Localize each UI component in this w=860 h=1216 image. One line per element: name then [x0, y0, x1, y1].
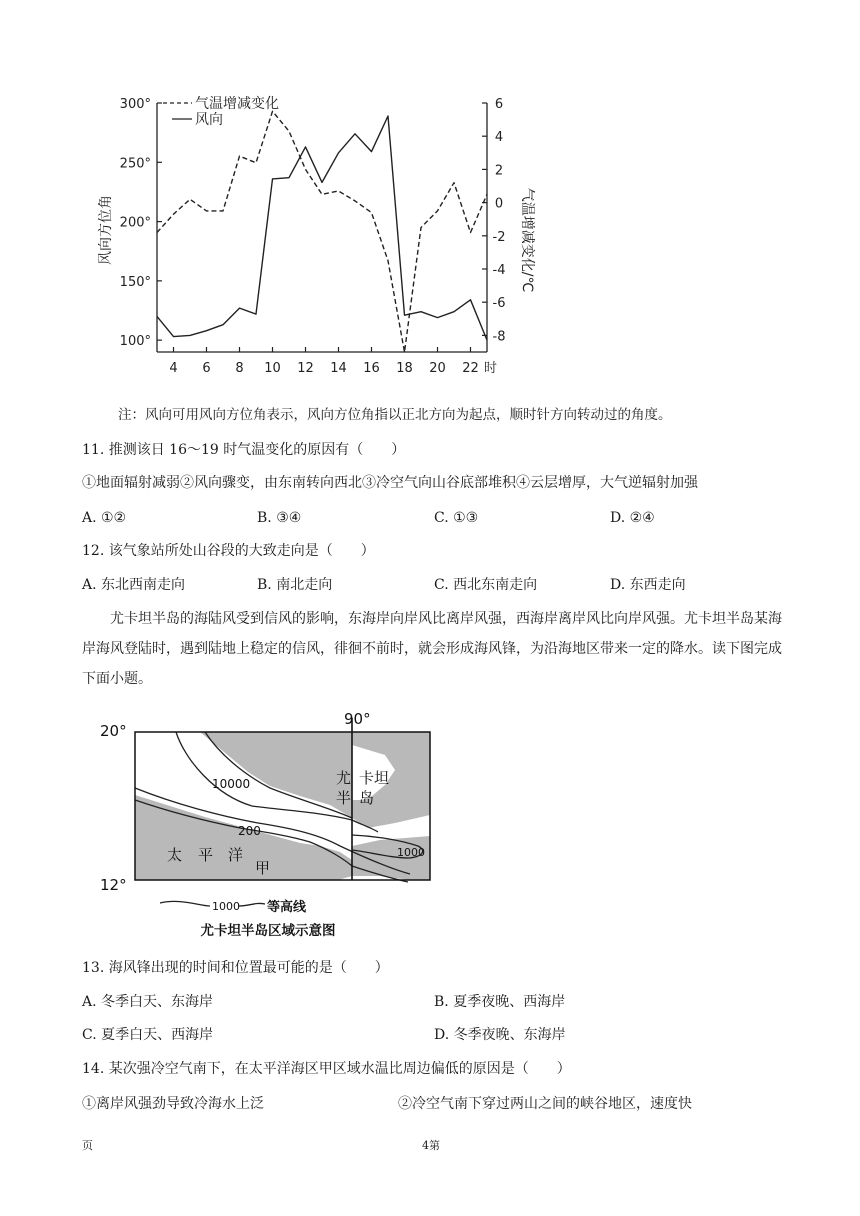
q14-item-1: ①离岸风强劲导致冷海水上泛 — [82, 1096, 264, 1112]
x-axis-tick-label: 16 — [363, 361, 380, 376]
right-axis-tick-label: 2 — [494, 163, 504, 179]
left-axis-tick-label: 300° — [119, 97, 151, 112]
yucatan-map — [0, 700, 860, 950]
peninsula-label-katan: 卡坦 — [359, 769, 390, 787]
contour-legend-line-left — [160, 901, 210, 906]
ocean-char-2: 平 — [198, 846, 214, 864]
q11-option-b[interactable]: B. ③④ — [257, 510, 302, 526]
x-axis-tick-label: 6 — [202, 361, 211, 376]
x-axis-tick-label: 10 — [264, 361, 281, 376]
left-axis-tick-label: 150° — [119, 274, 151, 290]
q11-option-d[interactable]: D. ②④ — [610, 510, 655, 526]
right-axis-tick-label: 6 — [494, 97, 504, 112]
q11-option-a[interactable]: A. ①② — [82, 510, 127, 526]
lat-12-label: 12° — [100, 876, 127, 894]
legend-temperature-label: 气温增减变化 — [195, 96, 279, 112]
left-axis-tick-label: 200° — [119, 215, 151, 231]
q14-item-2: ②冷空气南下穿过两山之间的峡谷地区，速度快 — [398, 1096, 692, 1112]
chart-axes — [120, 97, 506, 376]
q12-option-d[interactable]: D. 东西走向 — [610, 577, 686, 593]
q12-option-c[interactable]: C. 西北东南走向 — [434, 577, 538, 593]
contour-legend-value: 1000 — [212, 900, 240, 913]
right-axis-tick-label: -6 — [492, 296, 506, 312]
footer-left: 页 — [82, 1139, 93, 1152]
peninsula-label-ban: 半 — [336, 789, 352, 807]
q13-option-c[interactable]: C. 夏季白天、西海岸 — [82, 1027, 214, 1043]
q13-stem: 13. 海风锋出现的时间和位置最可能的是（ ） — [82, 960, 389, 976]
right-axis-tick-label: 0 — [494, 196, 504, 212]
map-caption: 尤卡坦半岛区域示意图 — [200, 923, 336, 939]
q14-stem: 14. 某次强冷空气南下，在太平洋海区甲区域水温比周边偏低的原因是（ ） — [82, 1061, 571, 1077]
left-axis-tick-label: 250° — [119, 156, 151, 172]
right-axis-tick-label: 4 — [494, 130, 504, 146]
left-axis-label: 风向方位角 — [98, 195, 114, 265]
q12-option-b[interactable]: B. 南北走向 — [257, 577, 333, 593]
right-axis-tick-label: -8 — [492, 329, 506, 345]
right-axis-label: 气温增减变化/℃ — [519, 187, 535, 293]
right-axis-tick-label: -2 — [492, 229, 506, 245]
x-axis-tick-label: 12 — [297, 361, 314, 376]
contour-label-200: 200 — [238, 824, 261, 838]
right-axis-tick-label: -4 — [492, 263, 506, 278]
peninsula-label-you: 尤 — [336, 769, 352, 787]
chart-legend — [163, 95, 279, 128]
contour-legend-text: 等高线 — [267, 900, 307, 915]
q13-option-d[interactable]: D. 冬季夜晚、东海岸 — [434, 1027, 566, 1043]
q13-option-b[interactable]: B. 夏季夜晚、西海岸 — [434, 994, 566, 1010]
x-axis-tick-label: 14 — [330, 361, 347, 376]
q11-stem: 11. 推测该日 16～19 时气温变化的原因有（ ） — [82, 442, 406, 458]
x-axis-tick-label: 18 — [396, 361, 413, 376]
q11-items: ①地面辐射减弱②风向骤变，由东南转向西北③冷空气向山谷底部堆积④云层增厚，大气逆辐射加强 — [82, 475, 698, 491]
temperature-change-series-line — [157, 111, 487, 352]
lat-20-label: 20° — [100, 722, 127, 740]
legend-wind-label: 风向 — [195, 112, 223, 128]
x-axis-tick-label: 22 — [462, 361, 479, 376]
x-axis-tick-label: 4 — [169, 361, 178, 376]
contour-legend-line-right — [238, 903, 265, 906]
ocean-char-1: 太 — [167, 846, 183, 864]
x-axis-unit: 时 — [484, 361, 498, 376]
lon-90-label: 90° — [344, 710, 371, 728]
wind-direction-series-line — [157, 116, 487, 340]
ocean-char-3: 洋 — [228, 846, 244, 864]
passage-text: 尤卡坦半岛的海陆风受到信风的影响，东海岸向岸风比离岸风强，西海岸离岸风比向岸风强。尤卡坦半岛某海岸海风登陆时，遇到陆地上稳定的信风，徘徊不前时，就会形成海风锋，为沿海地区带来一定的降水。读下图完成下面小题。 — [82, 611, 782, 687]
q13-option-a[interactable]: A. 冬季白天、东海岸 — [82, 994, 214, 1010]
q12-stem: 12. 该气象站所处山谷段的大致走向是（ ） — [82, 543, 375, 559]
x-axis-tick-label: 20 — [429, 361, 446, 376]
chart-lines — [157, 111, 487, 352]
q11-option-c[interactable]: C. ①③ — [434, 510, 479, 526]
wind-temperature-chart — [0, 0, 860, 400]
x-axis-tick-label: 8 — [235, 361, 244, 376]
region-jia-label: 甲 — [255, 859, 271, 877]
contour-label-10000: 10000 — [212, 777, 251, 791]
peninsula-label-dao: 岛 — [359, 789, 375, 807]
q12-option-a[interactable]: A. 东北西南走向 — [82, 577, 186, 593]
chart-note: 注：风向可用风向方位角表示，风向方位角指以正北方向为起点，顺时针方向转动过的角度。 — [118, 407, 672, 423]
contour-label-1000: 1000 — [397, 846, 425, 859]
footer-page-number: 4第 — [422, 1139, 440, 1152]
left-axis-tick-label: 100° — [119, 334, 151, 350]
